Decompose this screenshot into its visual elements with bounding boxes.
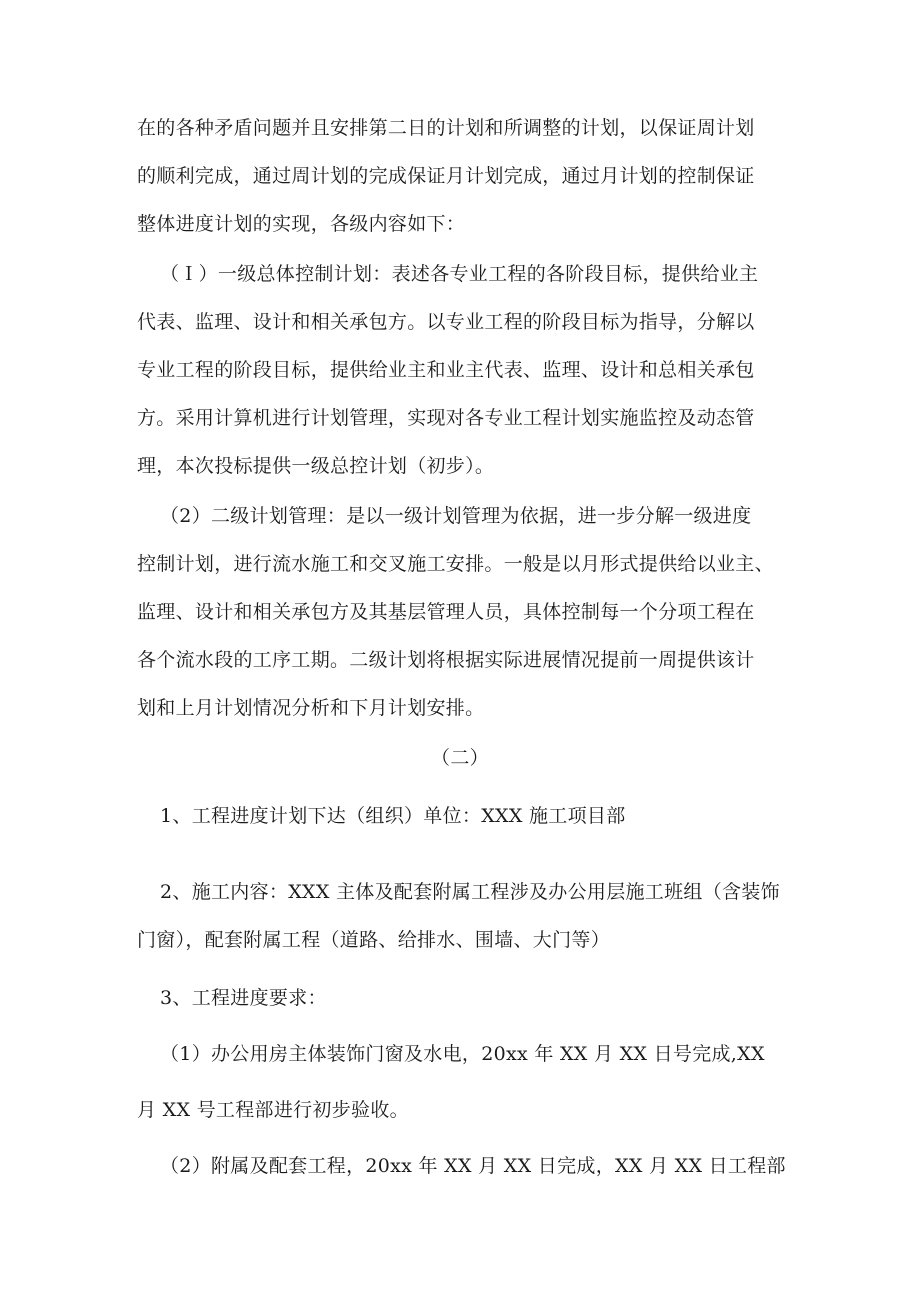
- text-line: 在的各种矛盾问题并且安排第二日的计划和所调整的计划，以保证周计划: [137, 117, 755, 139]
- text-line: 月 XX 号工程部进行初步验收。: [137, 1099, 409, 1121]
- text-line: 方。采用计算机进行计划管理，实现对各专业工程计划实施监控及动态管: [137, 407, 755, 429]
- text-line: （Ｉ）一级总体控制计划：表述各专业工程的各阶段目标，提供给业主: [160, 263, 759, 285]
- text-line: （2）二级计划管理：是以一级计划管理为依据，进一步分解一级进度: [160, 505, 752, 527]
- text-line: 专业工程的阶段目标，提供给业主和业主代表、监理、设计和总相关承包: [137, 359, 755, 381]
- section-heading: （二）: [431, 747, 489, 769]
- text-line: 划和上月计划情况分析和下月计划安排。: [137, 697, 485, 719]
- list-item: 1、工程进度计划下达（组织）单位：XXX 施工项目部: [160, 805, 626, 827]
- list-item: 3、工程进度要求：: [160, 987, 327, 1009]
- text-line: 各个流水段的工序工期。二级计划将根据实际进展情况提前一周提供该计: [137, 649, 755, 671]
- text-line: （1）办公用房主体装饰门窗及水电，20xx 年 XX 月 XX 日号完成,XX: [160, 1043, 765, 1065]
- text-line: 控制计划，进行流水施工和交叉施工安排。一般是以月形式提供给以业主、: [137, 553, 774, 575]
- list-item: 2、施工内容：XXX 主体及配套附属工程涉及办公用层施工班组（含装饰: [160, 881, 780, 903]
- text-line: 监理、设计和相关承包方及其基层管理人员，具体控制每一个分项工程在: [137, 601, 755, 623]
- text-line: 的顺利完成，通过周计划的完成保证月计划完成，通过月计划的控制保证: [137, 165, 755, 187]
- text-line: 整体进度计划的实现，各级内容如下：: [137, 213, 466, 235]
- text-line: 理，本次投标提供一级总控计划（初步）。: [137, 455, 495, 477]
- text-line: （2）附属及配套工程，20xx 年 XX 月 XX 日完成，XX 月 XX 日工程部: [160, 1155, 786, 1177]
- text-line: 门窗），配套附属工程（道路、给排水、围墙、大门等）: [137, 929, 611, 951]
- text-line: 代表、监理、设计和相关承包方。以专业工程的阶段目标为指导，分解以: [137, 311, 755, 333]
